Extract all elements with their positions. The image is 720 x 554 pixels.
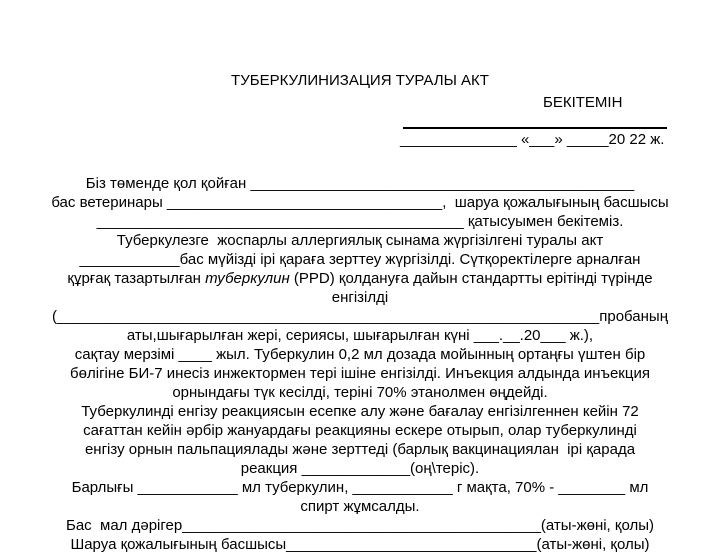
text-segment: реакция _____________(оң\теріс).: [240, 460, 480, 477]
document-body: [0, 174, 720, 554]
text-segment: енгізу орнын пальпациялады және зерттеді (барлық вакцинациялан ірі қарада: [84, 441, 636, 458]
document-title: ТУБЕРКУЛИНИЗАЦИЯ ТУРАЛЫ АКТ: [231, 72, 489, 89]
text-segment: құрғақ тазартылған: [67, 270, 206, 287]
text-segment: аты,шығарылған жері, сериясы, шығарылған күні ___.__.20___ ж.),: [126, 327, 594, 344]
text-segment: Шаруа қожалығының басшысы______________________________(аты-жөні, қолы): [70, 536, 650, 553]
text-segment: Туберкулезге жоспарлы аллергиялық сынама жүргізілгені туралы акт: [116, 232, 604, 249]
document-line-11: [0, 364, 720, 383]
document-line-3: [0, 212, 720, 231]
text-segment: Барлығы ____________ мл туберкулин, ____________ г мақта, 70% - ________ мл: [71, 479, 649, 496]
text-segment: Біз төменде қол қойған ______________________________________________: [85, 175, 635, 192]
document-line-20: [0, 535, 720, 554]
text-segment: сақтау мерзімі ____ жыл. Туберкулин 0,2 мл дозада мойынның ортаңғы үштен бір: [74, 346, 646, 363]
text-segment: ____________бас мүйізді ірі қараға зерттеу жүргізілді. Сүтқоректілерге арналған: [79, 251, 641, 268]
text-segment: спирт жұмсалды.: [300, 498, 420, 515]
document-line-15: [0, 440, 720, 459]
approval-signature-rule: [403, 127, 667, 129]
text-segment: орнындағы түк кесілді, теріні 70% этанолмен өңдейді.: [172, 384, 548, 401]
document-line-14: [0, 421, 720, 440]
text-segment: сағаттан кейін әрбір жануардағы реакцияны ескере отырып, олар туберкулинді: [83, 422, 637, 439]
text-segment: бөлігіне БИ-7 инесіз инжектормен тері ішіне енгізілді. Инъекция алдында инъекция: [70, 365, 650, 382]
text-segment: (PPD) қолдануға дайын стандартты ерітінді түрінде: [289, 270, 653, 287]
document-line-10: [0, 345, 720, 364]
document-line-7: [0, 288, 720, 307]
document-line-17: [0, 478, 720, 497]
italic-text-segment: туберкулин: [205, 270, 290, 287]
text-segment: (_________________________________________________________________пробаның: [52, 308, 668, 325]
document-line-16: [0, 459, 720, 478]
document-line-2: [0, 193, 720, 212]
text-segment: Туберкулинді енгізу реакциясын есепке алу және бағалау енгізілгеннен кейін 72: [81, 403, 639, 420]
document-line-5: [0, 250, 720, 269]
document-line-19: [0, 516, 720, 535]
text-segment: енгізілді: [331, 289, 389, 306]
document-line-1: [0, 174, 720, 193]
approval-label: БЕКІТЕМІН: [543, 94, 623, 111]
document-line-12: [0, 383, 720, 402]
document-line-6: [0, 269, 720, 288]
approval-date-line: ______________ «___» _____20 22 ж.: [400, 131, 665, 148]
document-line-4: [0, 231, 720, 250]
document-line-9: [0, 326, 720, 345]
text-segment: ____________________________________________ қатысуымен бекітеміз.: [96, 213, 624, 230]
text-segment: бас ветеринары _________________________________, шаруа қожалығының басшысы: [51, 194, 669, 211]
document-line-8: [0, 307, 720, 326]
document-line-13: [0, 402, 720, 421]
text-segment: Бас мал дәрігер___________________________________________(аты-жөні, қолы): [66, 517, 654, 534]
document-line-18: [0, 497, 720, 516]
